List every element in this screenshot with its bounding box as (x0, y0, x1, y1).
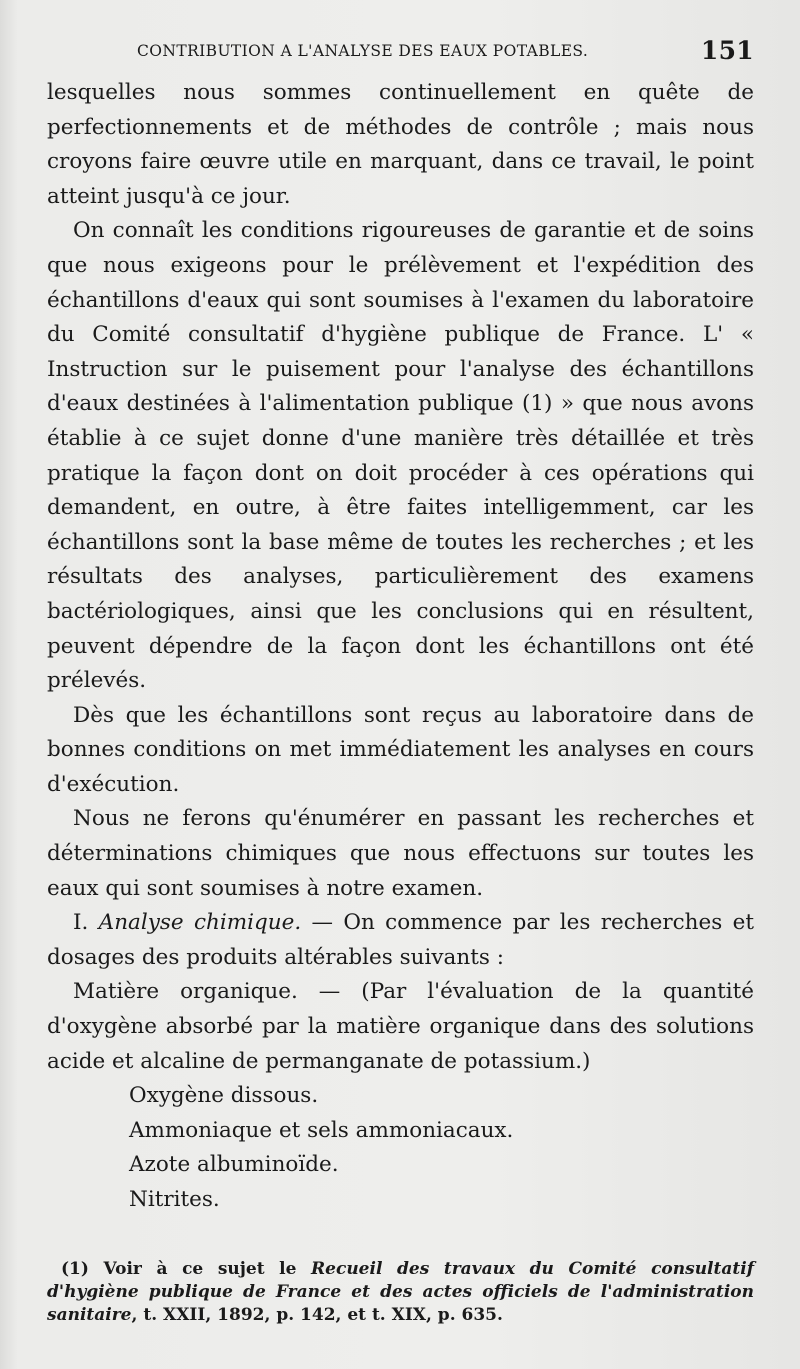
footnote-reference: , t. XXII, 1892, p. 142, et t. XIX, p. 635. (131, 1305, 503, 1325)
paragraph-1: lesquelles nous sommes continuellement en quête de perfectionnements et de méthodes de contrôle ; mais nous croyons faire œuvre utile en marquant, dans ce travail, le point atteint jusqu'à ce jour. (47, 80, 754, 209)
paragraph-3: Dès que les échantillons sont reçus au laboratoire dans de bonnes conditions on met immédiatement les analyses en cours d'exécution. (47, 702, 754, 797)
paragraph-4: Nous ne ferons qu'énumérer en passant les recherches et déterminations chimiques que nous effectuons sur toutes les eaux qui sont soumises à notre examen. (47, 806, 754, 901)
section-title: Analyse chimique. (98, 910, 302, 936)
section-number: I. (73, 910, 89, 936)
paragraph-5 (47, 906, 754, 975)
list-item: Oxygène dissous. (129, 1083, 319, 1109)
paragraph-6: Matière organique. — (Par l'évaluation de la quantité d'oxygène absorbé par la matière organique dans des solutions acide et alcaline de permanganate de potassium.) (47, 979, 754, 1074)
list-item: Nitrites. (129, 1187, 220, 1212)
page-number: 151 (700, 36, 754, 65)
footnote-title: Recueil des travaux du Comité consultatif d'hygiène publique de France et des actes officiels de l'administration sanitaire (47, 1259, 755, 1325)
determinations-list (47, 1079, 754, 1217)
running-head: CONTRIBUTION A L'ANALYSE DES EAUX POTABLES. (137, 42, 589, 60)
page-header (47, 36, 754, 76)
list-item: Azote albuminoïde. (129, 1152, 339, 1178)
footnote (47, 1258, 754, 1327)
list-item: Ammoniaque et sels ammoniacaux. (129, 1117, 514, 1143)
body-text (47, 76, 754, 1218)
paragraph-5-text: — On commence par les recherches et dosages des produits altérables suivants : (47, 910, 754, 970)
paragraph-2: On connaît les conditions rigoureuses de garantie et de soins que nous exigeons pour le prélèvement et l'expédition des échantillons d'eaux qui sont soumises à l'examen du laboratoire du Comité consultatif d'hygiène publique de France. L' « Instruction sur le puisement pour l'analyse des échantillons d'eaux destinées à l'alimentation publique (1) » que nous avons établie à ce sujet donne d'une manière très détaillée et très pratique la façon dont on doit procéder à ces opérations qui demandent, en outre, à être faites intelligemment, car les échantillons sont la base même de toutes les recherches ; et les résultats des analyses, particulièrement des examens bactériologiques, ainsi que les conclusions qui en résultent, peuvent dépendre de la façon dont les échantillons ont été prélevés. (47, 218, 754, 694)
footnote-lead: (1) Voir à ce sujet le (61, 1259, 312, 1279)
